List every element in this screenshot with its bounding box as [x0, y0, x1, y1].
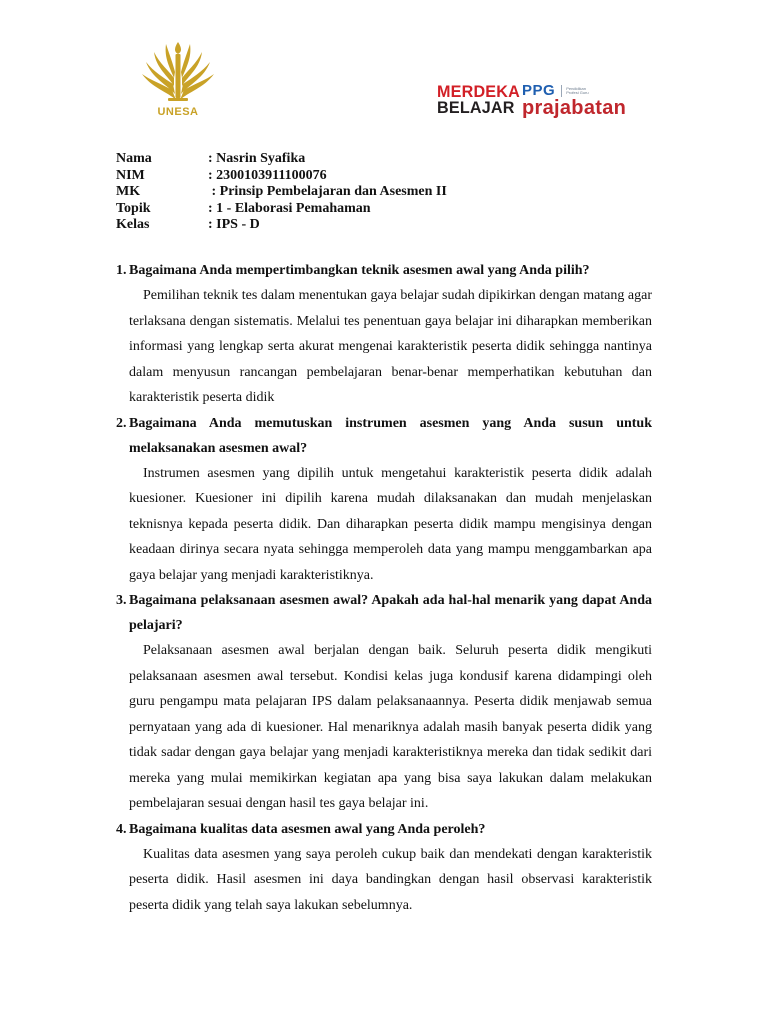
unesa-label: UNESA — [157, 106, 199, 118]
belajar-label: BELAJAR — [437, 98, 515, 117]
answer-text: Pelaksanaan asesmen awal berjalan dengan baik. Seluruh peserta didik mengikuti pelaksanaan asesmen awal tersebut. Kondisi kelas juga kondusif karena didampingi oleh guru pengampu mata pelajaran IPS dalam pelaksanaannya. Peserta didik menjawab semua pernyataan yang ada di kuesioner. Hal menariknya adalah masih banyak peserta didik yang tidak sadar dengan gaya belajar yang menjadi karakteristiknya mereka dan tidak sedikit dari mereka yang mulai memikirkan kegiatan apa yang bisa saya lakukan dalam melakukan pembelajaran sesuai dengan hasil tes gaya belajar ini. — [129, 643, 652, 811]
identity-label: NIM — [116, 167, 145, 183]
identity-row-nama — [116, 151, 447, 168]
question-number: 2. — [116, 415, 127, 431]
question-item-3 — [116, 588, 652, 817]
identity-value: : Prinsip Pembelajaran dan Asesmen II — [208, 184, 447, 199]
merdeka-belajar-logo — [437, 84, 524, 116]
identity-label: Topik — [116, 200, 151, 216]
ppg-label: PPG — [522, 82, 556, 99]
identity-value: : 1 - Elaborasi Pemahaman — [208, 200, 371, 216]
unesa-logo — [138, 40, 222, 122]
identity-row-mk — [116, 184, 447, 201]
question-text: Bagaimana kualitas data asesmen awal yang Anda peroleh? — [129, 821, 486, 837]
identity-value: : 2300103911100076 — [208, 167, 327, 183]
question-list — [116, 258, 652, 918]
answer-text: Kualitas data asesmen yang saya peroleh cukup baik dan mendekati dengan karakteristik peserta didik. Hasil asesmen ini daya bandingkan dengan hasil observasi karakteristik peserta didik yang telah saya lakukan sebelumnya. — [129, 846, 652, 913]
identity-row-topik — [116, 201, 447, 218]
question-item-2 — [116, 411, 652, 589]
question-number: 4. — [116, 821, 127, 837]
prajabatan-label: prajabatan — [522, 97, 627, 119]
identity-row-kelas — [116, 217, 447, 234]
question-number: 1. — [116, 263, 127, 278]
identity-block — [116, 151, 447, 234]
answer-text: Instrumen asesmen yang dipilih untuk mengetahui karakteristik peserta didik adalah kuesioner. Kuesioner ini dipilih karena mudah dilaksanakan dan mudah menjelaskan teknisnya kepada peserta didik. Dan diharapkan peserta didik mampu mengisinya dengan keadaan dirinya secara nyata sehingga memperoleh data yang mampu menggambarkan apa gaya belajar yang menjadi karakteristiknya. — [129, 465, 652, 583]
answer-text: Pemilihan teknik tes dalam menentukan gaya belajar sudah dipikirkan dengan matang agar terlaksana dengan sistematis. Melalui tes penentuan gaya belajar ini diharapkan memberikan informasi yang lengkap serta akurat mengenai karakteristik peserta didik sehingga nantinya dalam menyusun rancangan pembelajaran benar-benar memperhatikan kebutuhan dan karakteristik peserta didik — [129, 288, 652, 405]
ppg-prajabatan-logo — [522, 82, 626, 120]
identity-label: Nama — [116, 151, 152, 166]
identity-row-nim — [116, 168, 447, 185]
identity-label: Kelas — [116, 217, 150, 232]
identity-label: MK — [116, 184, 141, 199]
unesa-emblem-icon — [138, 40, 218, 106]
merdeka-label: MERDEKA — [437, 82, 520, 101]
question-text: Bagaimana Anda mempertimbangkan teknik asesmen awal yang Anda pilih? — [129, 263, 590, 278]
question-text: Bagaimana Anda memutuskan instrumen asesmen yang Anda susun untuk melaksanakan asesmen awal? — [129, 415, 652, 456]
identity-value: : Nasrin Syafika — [208, 151, 306, 166]
ppg-subtitle: Pendidikan Profesi Guru — [566, 85, 589, 95]
question-item-1 — [116, 258, 652, 411]
identity-value: : IPS - D — [208, 217, 260, 232]
question-text: Bagaimana pelaksanaan asesmen awal? Apakah ada hal-hal menarik yang dapat Anda pelajari? — [129, 593, 652, 633]
ppg-separator — [561, 85, 562, 97]
question-number: 3. — [116, 593, 127, 608]
question-item-4 — [116, 817, 652, 919]
